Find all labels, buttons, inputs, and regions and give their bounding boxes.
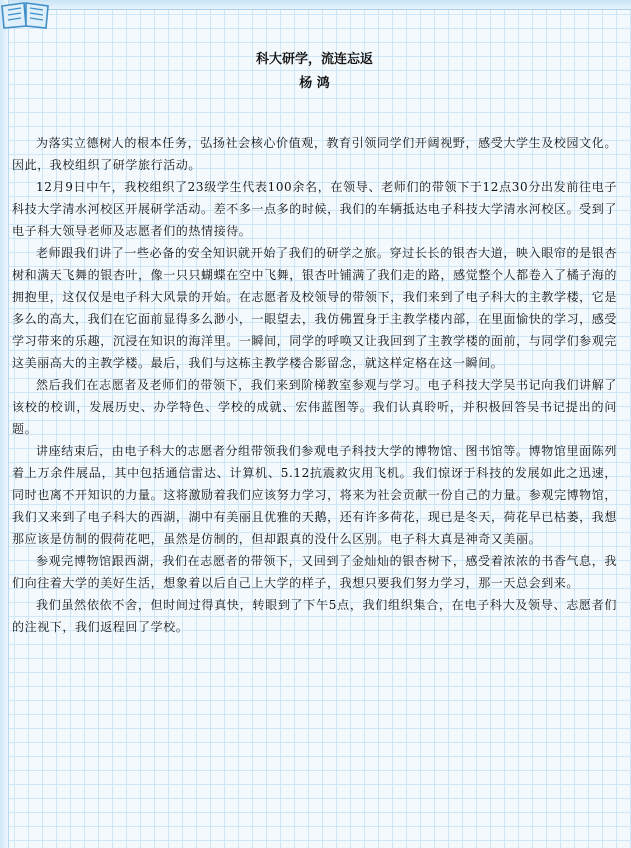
page-top-border xyxy=(0,0,631,10)
article-body xyxy=(12,132,617,638)
article-author: 杨 鸿 xyxy=(299,76,330,91)
paragraph: 老师跟我们讲了一些必备的安全知识就开始了我们的研学之旅。穿过长长的银杏大道，映入眼帘的是银杏树和满天飞舞的银杏叶，像一只只蝴蝶在空中飞舞，银杏叶铺满了我们走的路，感觉整个人都卷入了橘子海的拥抱里，这仅仅是电子科大风景的开始。在志愿者及校领导的带领下，我们来到了电子科大的主教学楼，它是多么的高大，我们在它面前显得多么渺小，一眼望去，我仿佛置身于主教学楼内部，在里面愉快的学习，感受学习带来的乐趣，沉浸在知识的海洋里。一瞬间，同学的呼唤又让我回到了主教学楼的面前，与同学们参观完这美丽高大的主教学楼。最后，我们与这栋主教学楼合影留念，就这样定格在这一瞬间。 xyxy=(12,246,617,370)
paragraph: 然后我们在志愿者及老师们的带领下，我们来到阶梯教室参观与学习。电子科技大学吴书记向我们讲解了该校的校训，发展历史、办学特色、学校的成就、宏伟蓝图等。我们认真聆听，并积极回答吴书记提出的问题。 xyxy=(12,378,617,436)
page-left-border xyxy=(0,0,9,848)
paragraph: 我们虽然依依不舍，但时间过得真快，转眼到了下午5点，我们组织集合，在电子科大及领导、志愿者们的注视下，我们返程回了学校。 xyxy=(12,598,617,634)
paragraph: 参观完博物馆跟西湖，我们在志愿者的带领下，又回到了金灿灿的银杏树下，感受着浓浓的书香气息，我们向往着大学的美好生活，想象着以后自己上大学的样子，我想只要我们努力学习，那一天总会到来。 xyxy=(12,554,617,590)
paragraph: 12月9日中午，我校组织了23级学生代表100余名，在领导、老师们的带领下于12点30分出发前往电子科技大学清水河校区开展研学活动。差不多一点多的时候，我们的车辆抵达电子科技大学清水河校区。受到了电子科大领导老师及志愿者们的热情接待。 xyxy=(12,180,617,238)
open-book-icon xyxy=(0,0,52,30)
article-title: 科大研学，流连忘返 xyxy=(255,52,373,67)
article xyxy=(12,38,617,638)
paragraph: 为落实立德树人的根本任务，弘扬社会核心价值观，教育引领同学们开阔视野，感受大学生及校园文化。因此，我校组织了研学旅行活动。 xyxy=(12,136,617,172)
paragraph: 讲座结束后，由电子科大的志愿者分组带领我们参观电子科技大学的博物馆、图书馆等。博物馆里面陈列着上万余件展品，其中包括通信雷达、计算机、5.12抗震救灾用飞机。我们惊讶于科技的发展如此之迅速，同时也离不开知识的力量。这将激励着我们应该努力学习，将来为社会贡献一份自己的力量。参观完博物馆，我们又来到了电子科大的西湖，湖中有美丽且优雅的天鹅，还有许多荷花，现已是冬天，荷花早已枯萎，我想那应该是仿制的假荷花吧，虽然是仿制的，但却跟真的没什么区别。电子科大真是神奇又美丽。 xyxy=(12,444,617,546)
